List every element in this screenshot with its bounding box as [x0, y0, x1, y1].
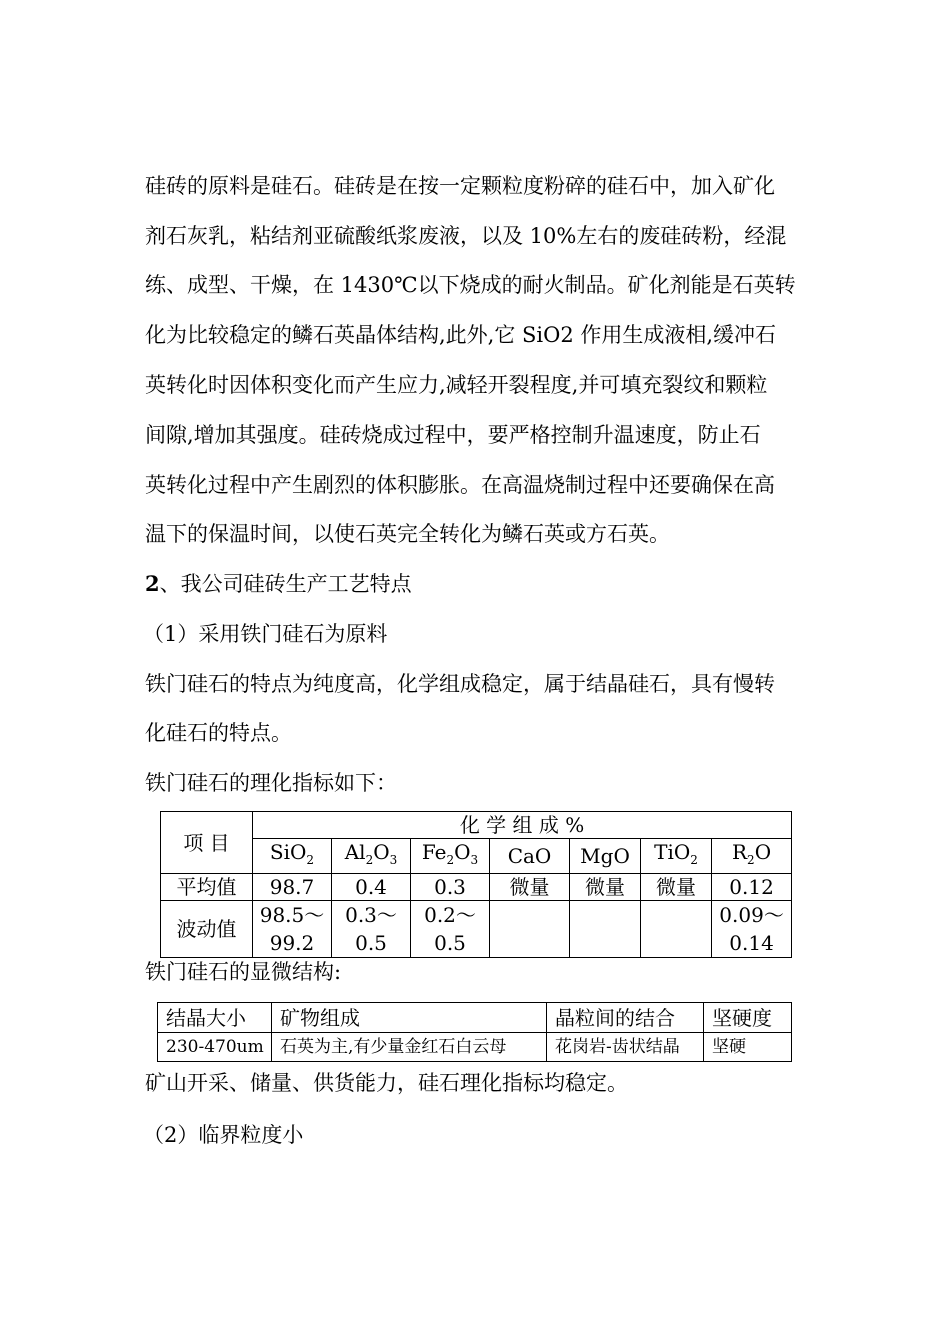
- subsection-heading: （1）采用铁门硅石为原料: [143, 622, 388, 646]
- table-cell: 微量: [490, 874, 570, 901]
- column-header: 矿物组成: [272, 1003, 547, 1033]
- table-cell: 98.7: [253, 874, 332, 901]
- column-header: 结晶大小: [158, 1003, 272, 1033]
- column-header: 坚硬度: [704, 1003, 792, 1033]
- table-row: [161, 874, 792, 901]
- paragraph-line: 矿山开采、储量、供货能力，硅石理化指标均稳定。: [145, 1071, 628, 1095]
- row-label: 波动值: [161, 901, 253, 958]
- section-heading: [145, 569, 412, 599]
- table-row: [161, 901, 792, 958]
- table-cell: 0.3～ 0.5: [332, 901, 411, 958]
- row-label: 平均值: [161, 874, 253, 901]
- microstructure-table: [157, 1002, 792, 1062]
- table-cell: 98.5～ 99.2: [253, 901, 332, 958]
- paragraph-line: 间隙,增加其强度。硅砖烧成过程中，要严格控制升温速度，防止石: [145, 423, 761, 447]
- table-cell: 微量: [641, 874, 712, 901]
- column-header: SiO$_2$: [253, 839, 332, 874]
- paragraph-line: 练、成型、干燥，在 1430℃以下烧成的耐火制品。矿化剂能是石英转: [145, 273, 796, 297]
- paragraph-line: 温下的保温时间，以使石英完全转化为鳞石英或方石英。: [145, 522, 670, 546]
- section-title: 、我公司硅砖生产工艺特点: [159, 572, 412, 596]
- table-cell: 花岗岩-齿状结晶: [547, 1033, 704, 1062]
- table-cell: 0.2～ 0.5: [411, 901, 490, 958]
- column-header: CaO: [490, 839, 570, 874]
- table-cell: [490, 901, 570, 958]
- table-cell: 0.09～ 0.14: [712, 901, 792, 958]
- table-caption: 铁门硅石的显微结构:: [145, 960, 342, 984]
- group-header: 化 学 组 成 %: [253, 812, 792, 839]
- paragraph-line: 英转化时因体积变化而产生应力,减轻开裂程度,并可填充裂纹和颗粒: [145, 373, 768, 397]
- column-header: $R_2O$: [712, 839, 792, 874]
- column-header: 晶粒间的结合: [547, 1003, 704, 1033]
- paragraph-line: 英转化过程中产生剧烈的体积膨胀。在高温烧制过程中还要确保在高: [145, 473, 775, 497]
- table-caption: 铁门硅石的理化指标如下：: [145, 771, 397, 795]
- table-row: [158, 1033, 792, 1062]
- column-header: $Al_2O_3$: [332, 839, 411, 874]
- table-cell: 0.12: [712, 874, 792, 901]
- item-header: 项 目: [161, 812, 253, 874]
- chemical-composition-table: [160, 811, 792, 958]
- column-header: $Fe_2O_3$: [411, 839, 490, 874]
- paragraph-line: 剂石灰乳，粘结剂亚硫酸纸浆废液，以及 10%左右的废硅砖粉，经混: [145, 224, 787, 248]
- paragraph-line: 化硅石的特点。: [145, 721, 292, 745]
- subsection-heading: （2）临界粒度小: [143, 1123, 304, 1147]
- column-header: MgO: [570, 839, 641, 874]
- table-cell: [570, 901, 641, 958]
- column-header-row: [161, 839, 792, 874]
- paragraph-line: 硅砖的原料是硅石。硅砖是在按一定颗粒度粉碎的硅石中，加入矿化: [145, 174, 775, 198]
- paragraph-line: 化为比较稳定的鳞石英晶体结构,此外,它 SiO2 作用生成液相,缓冲石: [145, 323, 777, 347]
- column-header: TiO$_2$: [641, 839, 712, 874]
- table-header-row: [158, 1003, 792, 1033]
- paragraph-line: 铁门硅石的特点为纯度高，化学组成稳定，属于结晶硅石，具有慢转: [145, 672, 775, 696]
- table-cell: [641, 901, 712, 958]
- table-cell: 0.3: [411, 874, 490, 901]
- table-cell: 230-470um: [158, 1033, 272, 1062]
- table-cell: 0.4: [332, 874, 411, 901]
- table-cell: 坚硬: [704, 1033, 792, 1062]
- table-cell: 微量: [570, 874, 641, 901]
- table-cell: 石英为主,有少量金红石白云母: [272, 1033, 547, 1062]
- section-number: 2: [145, 571, 160, 596]
